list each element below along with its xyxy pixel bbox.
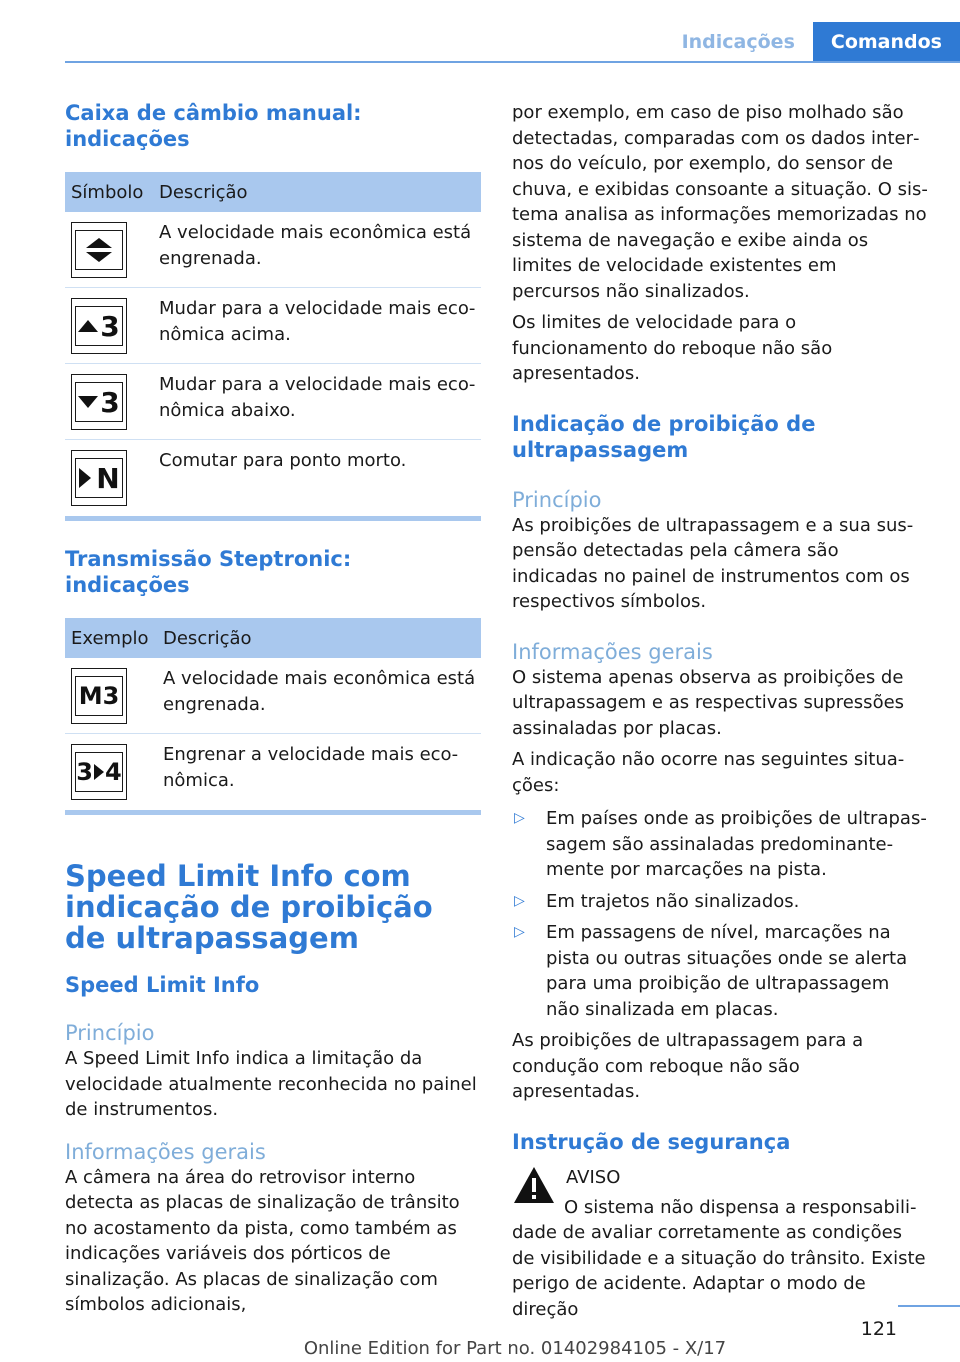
- row-description: A velocidade mais econômica está engrenada.: [163, 668, 476, 715]
- table-row: [65, 658, 481, 734]
- principle-heading: Princípio: [512, 487, 602, 512]
- manual-section-title: Caixa de câmbio manual: indicações: [65, 101, 362, 151]
- situations-intro: A indicação não ocorre nas seguintes situações:: [512, 749, 905, 796]
- general-info-text: A câmera na área do retrovisor interno detecta as placas de sinalização de trânsito no acostamento da pista, como também as indicações variáveis dos pórticos de sinalização. As placas de sinalização com símbolos adicionais,: [65, 1166, 460, 1315]
- row-description: Comutar para ponto morto.: [159, 450, 407, 471]
- list-item: ▷ Em passagens de nível, marcações na pista ou outras situações onde se alerta para uma proibição de ultrapassagem não sinalizada em placas.: [514, 922, 908, 1020]
- no-passing-title: Indicação de proibição de ultrapassagem: [512, 411, 816, 462]
- manual-table: [65, 172, 481, 521]
- row-description: Mudar para a velocidade mais econômica abaixo.: [159, 374, 476, 421]
- warning-label: AVISO: [566, 1166, 621, 1188]
- general-info-heading: Informações gerais: [65, 1139, 266, 1164]
- gear-optimal-icon: [71, 222, 127, 278]
- principle-text: As proibições de ultrapassagem e a sua suspensão detectadas pela câmera são indicadas no painel de instrumentos com os respectivos símbolos.: [512, 514, 914, 612]
- table-row: [65, 288, 481, 364]
- table-row: [65, 212, 481, 288]
- general-info-heading: Informações gerais: [512, 639, 713, 664]
- row-description: Engrenar a velocidade mais econômica.: [163, 744, 459, 791]
- table-end-rule: [65, 810, 481, 815]
- right-column: [512, 100, 928, 1322]
- manual-gear-icon: M3: [71, 668, 127, 724]
- edition-footer: Online Edition for Part no. 01402984105 - X/17: [303, 1338, 727, 1359]
- header-rule: [65, 61, 960, 63]
- warning-block: [512, 1165, 928, 1323]
- footer-rule: [898, 1305, 960, 1307]
- situations-list: [512, 806, 928, 1022]
- sli-subtitle: Speed Limit Info: [65, 973, 260, 997]
- tab-indicacoes[interactable]: Indicações: [664, 22, 813, 62]
- header-tabs: [664, 22, 960, 62]
- shift-up-icon: 3: [71, 298, 127, 354]
- shift-down-icon: 3: [71, 374, 127, 430]
- engage-gear-icon: 3 4: [71, 744, 127, 800]
- tow-no-passing-text: As proibições de ultrapassagem para a condução com reboque não são apresentadas.: [512, 1030, 864, 1102]
- bullet-triangle-icon: ▷: [514, 810, 525, 826]
- table-row: [65, 364, 481, 440]
- safety-title: Instrução de segurança: [512, 1129, 791, 1154]
- row-description: Mudar para a velocidade mais econômica acima.: [159, 298, 476, 345]
- warning-text: O sistema não dispensa a responsabilidade de avaliar corretamente as condições de visibilidade e a situação do trânsito. Existe perigo de acidente. Adaptar o modo de direção: [512, 1196, 926, 1320]
- main-section-title: Speed Limit Info com indicação de proibição de ultrapassagem: [65, 859, 433, 955]
- col-description-header: Descrição: [163, 627, 252, 649]
- table-row: [65, 440, 481, 516]
- col-example-header: Exemplo: [71, 627, 149, 649]
- list-item: ▷ Em trajetos não sinalizados.: [512, 889, 928, 915]
- neutral-icon: N: [71, 450, 127, 506]
- list-item: ▷ Em países onde as proibições de ultrapassagem são assinaladas predominantemente por marcações na pista.: [514, 808, 927, 880]
- page-number: 121: [860, 1318, 897, 1340]
- principle-heading: Princípio: [65, 1021, 155, 1045]
- manual-table-header: [65, 172, 481, 212]
- principle-text: A Speed Limit Info indica a limitação da velocidade atualmente reconhecida no painel de instrumentos.: [65, 1048, 477, 1120]
- steptronic-table: [65, 618, 481, 815]
- left-column: [65, 100, 481, 1318]
- col-symbol-header: Símbolo: [71, 181, 144, 203]
- warning-triangle-icon: [512, 1165, 556, 1205]
- tow-text: Os limites de velocidade para o funcionamento do reboque não são apresentados.: [512, 312, 833, 384]
- table-row: [65, 734, 481, 810]
- steptronic-section-title: Transmissão Steptronic: indicações: [65, 547, 352, 597]
- general-info-text: O sistema apenas observa as proibições de ultrapassagem e as respectivas supressões assinaladas por placas.: [512, 666, 905, 739]
- tab-comandos[interactable]: Comandos: [813, 22, 960, 62]
- continued-text: por exemplo, em caso de piso molhado são detectadas, comparadas com os dados internos do veículo, por exemplo, do sensor de chuva, e exibidas consoante a situação. O sistema analisa as informações memorizadas no sistema de navegação e exibe ainda os limites de velocidade existentes em percursos não sinalizados.: [512, 102, 928, 302]
- table-end-rule: [65, 516, 481, 521]
- row-description: A velocidade mais econômica está engrenada.: [159, 222, 472, 269]
- bullet-triangle-icon: ▷: [514, 924, 525, 940]
- col-description-header: Descrição: [159, 181, 248, 203]
- steptronic-table-header: [65, 618, 481, 658]
- bullet-triangle-icon: ▷: [514, 892, 525, 909]
